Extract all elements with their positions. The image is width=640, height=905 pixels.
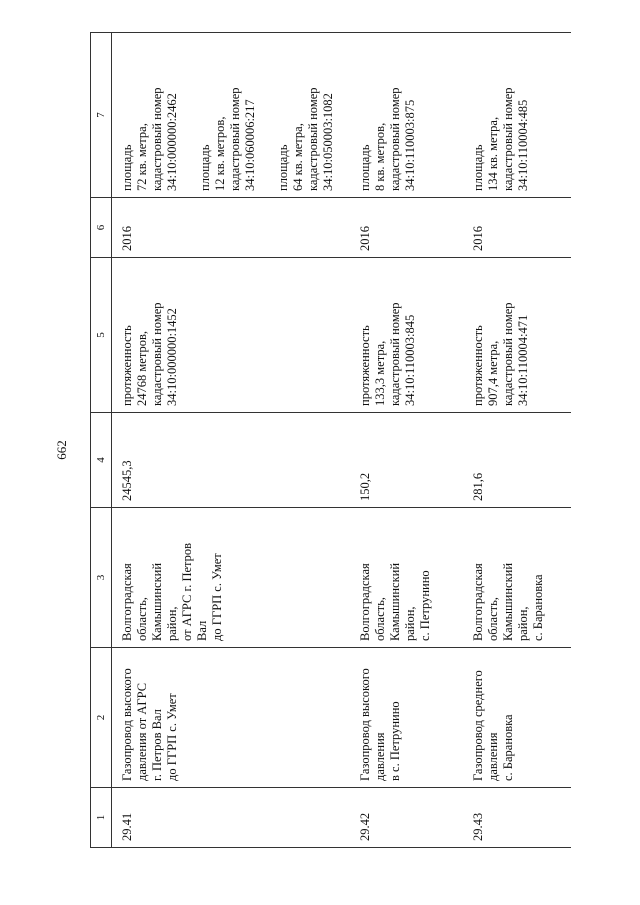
- location-line: район,: [165, 606, 179, 641]
- land-info-block: [198, 39, 258, 191]
- header-col-6: 6: [91, 198, 112, 258]
- land-info-line: 8 кв. метров,: [373, 122, 387, 191]
- land-info-block: [120, 39, 180, 191]
- object-year: 2016: [463, 198, 571, 258]
- object-name-line: давления: [373, 732, 387, 781]
- row-number: 29.42: [350, 788, 463, 848]
- object-name-line: Газопровод среднего: [471, 670, 485, 781]
- land-info-line: площадь: [471, 144, 485, 191]
- rotated-table-wrapper: [90, 33, 565, 848]
- table-row: [463, 33, 571, 848]
- land-info: [112, 33, 351, 198]
- header-col-2: 2: [91, 648, 112, 788]
- characteristics-line: протяженность: [358, 325, 372, 406]
- object-name-line: Газопровод высокого: [358, 668, 372, 781]
- land-info-line: площадь: [276, 144, 290, 191]
- header-col-4: 4: [91, 413, 112, 508]
- characteristics-line: 34:10:000000:1452: [165, 308, 179, 406]
- header-col-5: 5: [91, 258, 112, 413]
- characteristics-line: кадастровый номер: [150, 302, 164, 406]
- location-line: от АГРС г. Петров: [180, 542, 194, 641]
- land-info-block: [358, 39, 418, 191]
- characteristics-line: кадастровый номер: [501, 302, 515, 406]
- characteristics-line: протяженность: [120, 325, 134, 406]
- location-line: район,: [403, 606, 417, 641]
- object-name: [112, 648, 351, 788]
- object-name-line: Газопровод высокого: [120, 668, 134, 781]
- land-info-line: 34:10:000000:2462: [165, 93, 179, 191]
- object-year: 2016: [350, 198, 463, 258]
- table-row: [350, 33, 463, 848]
- land-info-line: 34:10:050003:1082: [321, 93, 335, 191]
- land-info-line: площадь: [358, 144, 372, 191]
- location-line: область,: [373, 597, 387, 641]
- location-line: Волгоградская: [358, 563, 372, 641]
- land-info-line: кадастровый номер: [150, 87, 164, 191]
- location-line: Волгоградская: [120, 563, 134, 641]
- object-characteristics: [112, 258, 351, 413]
- land-info-line: 34:10:110003:875: [403, 99, 417, 191]
- object-location: [112, 508, 351, 648]
- object-value: 24545,3: [112, 413, 351, 508]
- location-line: с. Барановка: [531, 574, 545, 641]
- object-year: 2016: [112, 198, 351, 258]
- location-line: Вал: [195, 620, 209, 641]
- land-info-line: кадастровый номер: [501, 87, 515, 191]
- location-line: с. Петрунино: [418, 570, 432, 641]
- land-info: [350, 33, 463, 198]
- location-line: область,: [135, 597, 149, 641]
- characteristics-line: кадастровый номер: [388, 302, 402, 406]
- characteristics-line: 24768 метров,: [135, 331, 149, 406]
- object-characteristics: [463, 258, 571, 413]
- land-info-line: 34:10:060006:217: [243, 99, 257, 191]
- object-name-line: до ГГРП с. Умет: [165, 693, 179, 781]
- object-name-line: в с. Петрунино: [388, 701, 402, 781]
- location-line: Камышинский: [388, 562, 402, 641]
- land-info-block: [276, 39, 336, 191]
- land-info-line: 34:10:110004:485: [516, 99, 530, 191]
- land-info-line: кадастровый номер: [306, 87, 320, 191]
- land-info-line: площадь: [120, 144, 134, 191]
- page-number-text: 662: [54, 440, 69, 460]
- header-col-3: 3: [91, 508, 112, 648]
- land-info: [463, 33, 571, 198]
- object-name: [350, 648, 463, 788]
- location-line: область,: [486, 597, 500, 641]
- land-info-line: 12 кв. метров,: [213, 116, 227, 191]
- location-line: Камышинский: [150, 562, 164, 641]
- object-name-line: давления от АГРС: [135, 682, 149, 781]
- land-info-line: 134 кв. метра,: [486, 116, 500, 191]
- location-line: Волгоградская: [471, 563, 485, 641]
- property-table: [90, 32, 571, 848]
- table-header-row: [91, 33, 112, 848]
- header-col-7: 7: [91, 33, 112, 198]
- object-name-line: давления: [486, 732, 500, 781]
- row-number: 29.43: [463, 788, 571, 848]
- table-row: [112, 33, 351, 848]
- land-info-line: кадастровый номер: [388, 87, 402, 191]
- location-line: Камышинский: [501, 562, 515, 641]
- header-col-1: 1: [91, 788, 112, 848]
- page-number: [49, 430, 75, 470]
- land-info-line: кадастровый номер: [228, 87, 242, 191]
- land-info-line: площадь: [198, 144, 212, 191]
- object-name: [463, 648, 571, 788]
- object-name-line: г. Петров Вал: [150, 709, 164, 781]
- characteristics-line: 34:10:110004:471: [516, 314, 530, 406]
- land-info-line: 64 кв. метра,: [291, 123, 305, 191]
- location-line: район,: [516, 606, 530, 641]
- characteristics-line: 34:10:110003:845: [403, 314, 417, 406]
- object-name-line: с. Барановка: [501, 714, 515, 781]
- object-value: 150,2: [350, 413, 463, 508]
- location-line: до ГГРП с. Умет: [210, 553, 224, 641]
- characteristics-line: 133,3 метра,: [373, 340, 387, 406]
- characteristics-line: протяженность: [471, 325, 485, 406]
- land-info-line: 72 кв. метра,: [135, 123, 149, 191]
- object-value: 281,6: [463, 413, 571, 508]
- object-location: [463, 508, 571, 648]
- object-location: [350, 508, 463, 648]
- row-number: 29.41: [112, 788, 351, 848]
- land-info-block: [471, 39, 531, 191]
- characteristics-line: 907,4 метра,: [486, 340, 500, 406]
- object-characteristics: [350, 258, 463, 413]
